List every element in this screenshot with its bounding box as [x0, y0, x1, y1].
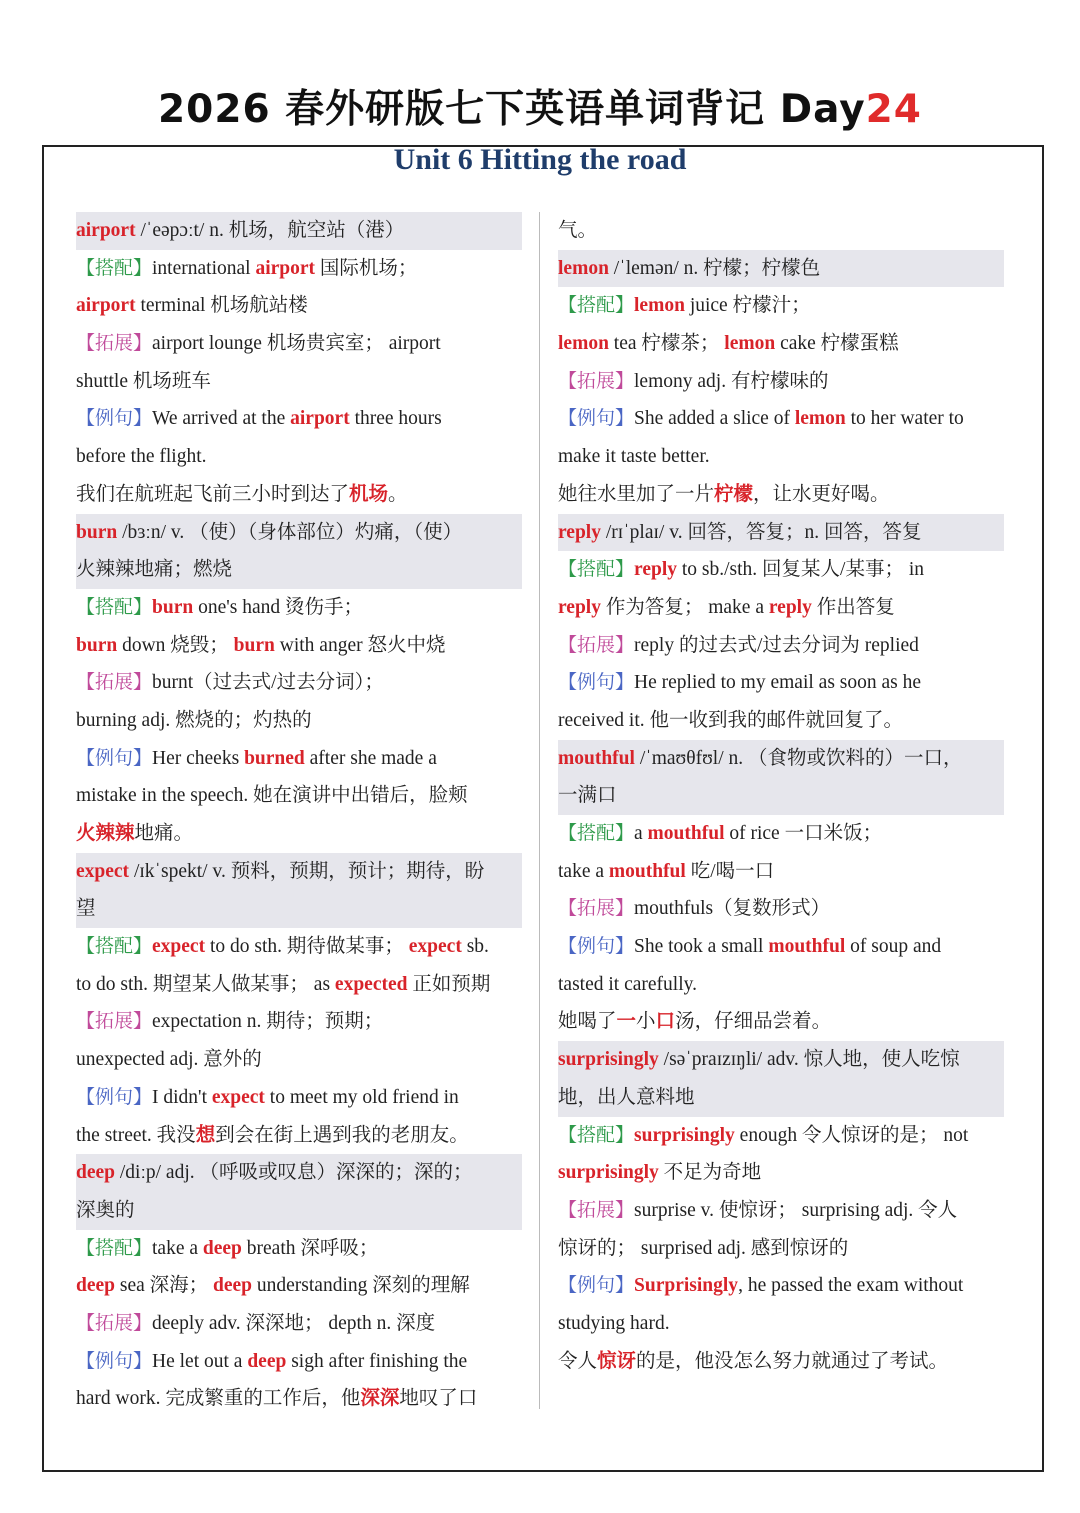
- keyword: reply: [558, 521, 601, 543]
- keyword: surprisingly: [634, 1124, 735, 1146]
- keyword: 惊讶: [597, 1350, 637, 1372]
- keyword: 一: [616, 1011, 637, 1033]
- text: He let out a: [152, 1350, 248, 1372]
- entry-line: [76, 363, 522, 401]
- text: international: [152, 257, 256, 279]
- entry-line: [76, 966, 522, 1004]
- entry-line: [76, 589, 522, 627]
- text: , he passed the exam without: [738, 1275, 964, 1297]
- text: 惊讶的； surprised adj. 感到惊讶的: [558, 1237, 849, 1259]
- keyword: expect: [152, 936, 206, 958]
- keyword: burn: [76, 634, 118, 656]
- entry-line: [558, 400, 1004, 438]
- keyword: 口: [655, 1011, 676, 1033]
- text: /səˈpraɪzɪŋli/ adv. 惊人地，使人吃惊: [658, 1049, 960, 1071]
- entry-line: [558, 928, 1004, 966]
- text: /diːp/ adj. （呼吸或叹息）深深的；深的；: [115, 1162, 473, 1184]
- entry-line: [558, 1305, 1004, 1343]
- text: 。: [388, 483, 408, 505]
- entry-line: [76, 287, 522, 325]
- text: to do sth. 期待做某事；: [205, 936, 409, 958]
- keyword: deep: [76, 1275, 115, 1297]
- text: 她往水里加了一片: [558, 483, 715, 505]
- text: /ˈlemən/ n. 柠檬；柠檬色: [608, 257, 821, 279]
- text: down 烧毁；: [117, 634, 234, 656]
- text: before the flight.: [76, 446, 207, 468]
- entry-line: [558, 212, 1004, 250]
- entry-line: [558, 551, 1004, 589]
- entry-line: [558, 702, 1004, 740]
- entry-headword-line: [76, 551, 522, 589]
- day-number: 24: [865, 87, 922, 132]
- entry-line: [76, 1230, 522, 1268]
- text: 作为答复； make a: [600, 596, 769, 618]
- keyword: deep: [202, 1237, 242, 1259]
- text: tasted it carefully.: [558, 973, 697, 995]
- entry-line: [76, 664, 522, 702]
- keyword: 柠檬: [714, 483, 754, 505]
- keyword: lemon: [558, 257, 609, 279]
- text: /ˈmaʊθfʊl/ n. （食物或饮料的）一口，: [634, 747, 963, 769]
- entry-line: [76, 1267, 522, 1305]
- text: /bɜːn/ v. （使）（身体部位）灼痛，（使）: [117, 521, 463, 543]
- keyword: lemon: [634, 295, 685, 317]
- keyword: expect: [408, 936, 462, 958]
- keyword: expect: [76, 860, 130, 882]
- entry-line: [76, 438, 522, 476]
- text: 望: [76, 898, 96, 920]
- entry-line: [558, 287, 1004, 325]
- text: 深奥的: [76, 1199, 135, 1221]
- text: of rice 一口米饭；: [724, 823, 883, 844]
- entry-headword-line: [76, 853, 522, 891]
- keyword: burn: [152, 596, 194, 618]
- text: make it taste better.: [558, 446, 710, 468]
- keyword: reply: [558, 596, 601, 618]
- text: 一满口: [558, 785, 617, 807]
- text: one's hand 烫伤手；: [193, 596, 364, 618]
- keyword: deep: [76, 1162, 115, 1184]
- entry-line: [558, 664, 1004, 702]
- entry-headword-line: [76, 1192, 522, 1230]
- entry-line: [76, 1117, 522, 1155]
- text: to her water to: [845, 408, 964, 430]
- keyword: mouthful: [647, 823, 725, 844]
- text: breath 深呼吸；: [241, 1237, 379, 1259]
- text: airport lounge 机场贵宾室； airport: [152, 333, 441, 355]
- text: three hours: [349, 408, 442, 430]
- keyword: reply: [768, 596, 812, 618]
- text: 小: [636, 1011, 656, 1033]
- text: 气。: [558, 220, 598, 241]
- entry-headword-line: [558, 777, 1004, 815]
- text: /ˈeəpɔːt/ n. 机场，航空站（港）: [135, 220, 405, 241]
- entry-line: [76, 1343, 522, 1381]
- text: unexpected adj. 意外的: [76, 1049, 262, 1071]
- keyword: expect: [211, 1086, 265, 1108]
- page-title: [0, 78, 1080, 134]
- example-tag: 【例句】: [76, 407, 153, 430]
- example-tag: 【例句】: [558, 935, 635, 958]
- entry-line: [76, 400, 522, 438]
- keyword: mouthful: [608, 860, 686, 882]
- keyword: burned: [244, 747, 305, 769]
- entry-line: [558, 1117, 1004, 1155]
- keyword: 机场: [349, 483, 389, 505]
- column-divider: [539, 212, 540, 1409]
- page-title-main: 2026 春外研版七下英语单词背记 Day: [158, 87, 866, 132]
- entry-line: [558, 627, 1004, 665]
- text: 到会在街上遇到我的老朋友。: [215, 1124, 469, 1146]
- example-tag: 【例句】: [558, 407, 635, 430]
- keyword: surprisingly: [558, 1049, 659, 1071]
- collocation-tag: 【搭配】: [558, 822, 635, 844]
- text: burning adj. 燃烧的；灼热的: [76, 709, 312, 731]
- keyword: airport: [255, 257, 316, 279]
- text: 令人: [558, 1350, 598, 1372]
- text: reply 的过去式/过去分词为 replied: [634, 634, 919, 656]
- keyword: airport: [76, 295, 136, 317]
- keyword: lemon: [558, 333, 609, 355]
- collocation-tag: 【搭配】: [558, 558, 635, 581]
- extension-tag: 【拓展】: [76, 1311, 153, 1334]
- entry-headword-line: [558, 250, 1004, 288]
- entry-line: [558, 438, 1004, 476]
- entry-line: [558, 815, 1004, 853]
- text: a: [634, 823, 648, 844]
- example-tag: 【例句】: [76, 746, 153, 769]
- text: sb.: [461, 936, 489, 958]
- text: shuttle 机场班车: [76, 370, 211, 392]
- keyword: airport: [290, 408, 350, 430]
- text: take a: [152, 1237, 203, 1259]
- keyword: deep: [213, 1275, 253, 1297]
- keyword: deep: [247, 1350, 287, 1372]
- text: She took a small: [634, 936, 769, 958]
- keyword: burn: [233, 634, 275, 656]
- text: expectation n. 期待；预期；: [152, 1011, 384, 1033]
- collocation-tag: 【搭配】: [76, 1236, 153, 1259]
- entry-line: [76, 815, 522, 853]
- entry-headword-line: [76, 514, 522, 552]
- text: I didn't: [152, 1086, 212, 1108]
- text: 不足为奇地: [658, 1162, 762, 1184]
- text: 的是，他没怎么努力就通过了考试。: [636, 1350, 949, 1372]
- text: 吃/喝一口: [685, 860, 775, 882]
- text: deeply adv. 深深地； depth n. 深度: [152, 1312, 436, 1334]
- extension-tag: 【拓展】: [558, 897, 635, 920]
- extension-tag: 【拓展】: [558, 633, 635, 656]
- entry-line: [558, 363, 1004, 401]
- text: 火辣辣地痛；燃烧: [76, 559, 233, 581]
- text: /rɪˈplaɪ/ v. 回答，答复；n. 回答，答复: [600, 521, 922, 543]
- collocation-tag: 【搭配】: [558, 1123, 635, 1146]
- entry-line: [558, 1003, 1004, 1041]
- text: to meet my old friend in: [264, 1086, 459, 1108]
- keyword: expected: [334, 973, 408, 995]
- text: 地，出人意料地: [558, 1086, 695, 1108]
- entry-line: [76, 325, 522, 363]
- entry-headword-line: [76, 1154, 522, 1192]
- right-column: [558, 212, 1004, 1380]
- text: take a: [558, 860, 609, 882]
- text: with anger 怒火中烧: [274, 634, 446, 656]
- text: ，让水更好喝。: [753, 483, 890, 505]
- text: enough 令人惊讶的是； not: [734, 1124, 969, 1146]
- entry-line: [76, 250, 522, 288]
- text: 汤，仔细品尝着。: [675, 1011, 832, 1033]
- entry-line: [558, 325, 1004, 363]
- entry-line: [76, 928, 522, 966]
- text: mouthfuls（复数形式）: [634, 898, 831, 920]
- text: 地叹了口: [399, 1388, 478, 1410]
- text: juice 柠檬汁；: [684, 295, 811, 317]
- entry-line: [558, 890, 1004, 928]
- entry-line: [76, 476, 522, 514]
- example-tag: 【例句】: [558, 1274, 635, 1297]
- text: to do sth. 期望某人做某事； as: [76, 973, 335, 995]
- collocation-tag: 【搭配】: [76, 595, 153, 618]
- entry-line: [76, 1380, 522, 1418]
- entry-line: [558, 1230, 1004, 1268]
- text: /ɪkˈspekt/ v. 预料，预期，预计；期待，盼: [129, 860, 485, 882]
- collocation-tag: 【搭配】: [76, 935, 153, 958]
- text: burnt（过去式/过去分词）；: [152, 672, 384, 694]
- text: received it. 他一收到我的邮件就回复了。: [558, 709, 903, 731]
- text: studying hard.: [558, 1312, 670, 1334]
- entry-headword-line: [558, 1041, 1004, 1079]
- text: terminal 机场航站楼: [135, 295, 308, 317]
- text: sigh after finishing the: [286, 1350, 468, 1372]
- collocation-tag: 【搭配】: [558, 294, 635, 317]
- entry-line: [76, 702, 522, 740]
- text: after she made a: [304, 747, 437, 769]
- text: tea 柠檬茶；: [608, 333, 725, 355]
- collocation-tag: 【搭配】: [76, 256, 153, 279]
- text: to sb./sth. 回复某人/某事； in: [677, 559, 925, 581]
- extension-tag: 【拓展】: [558, 369, 635, 392]
- unit-title: Unit 6 Hitting the road: [393, 143, 687, 176]
- entry-line: [558, 1267, 1004, 1305]
- entry-line: [76, 1041, 522, 1079]
- text: 作出答复: [811, 596, 895, 618]
- text: lemony adj. 有柠檬味的: [634, 370, 829, 392]
- keyword: burn: [76, 521, 118, 543]
- entry-headword-line: [76, 212, 522, 250]
- extension-tag: 【拓展】: [76, 671, 153, 694]
- keyword: airport: [76, 220, 136, 241]
- example-tag: 【例句】: [76, 1349, 153, 1372]
- keyword: 想: [195, 1124, 216, 1146]
- entry-line: [76, 777, 522, 815]
- text: 正如预期: [407, 973, 491, 995]
- text: She added a slice of: [634, 408, 795, 430]
- entry-line: [76, 1305, 522, 1343]
- text: 国际机场；: [315, 257, 418, 279]
- entry-headword-line: [558, 740, 1004, 778]
- entry-headword-line: [558, 514, 1004, 552]
- keyword: mouthful: [558, 747, 635, 769]
- example-tag: 【例句】: [558, 671, 635, 694]
- text: He replied to my email as soon as he: [634, 672, 922, 694]
- keyword: reply: [634, 559, 677, 581]
- text: sea 深海；: [115, 1275, 214, 1297]
- entry-headword-line: [76, 890, 522, 928]
- text: Her cheeks: [152, 747, 245, 769]
- entry-line: [76, 1003, 522, 1041]
- extension-tag: 【拓展】: [76, 332, 153, 355]
- text: of soup and: [845, 936, 942, 958]
- keyword: 火辣辣: [76, 823, 135, 844]
- entry-line: [76, 627, 522, 665]
- example-tag: 【例句】: [76, 1085, 153, 1108]
- text: mistake in the speech. 她在演讲中出错后，脸颊: [76, 785, 468, 807]
- keyword: lemon: [724, 333, 776, 355]
- keyword: Surprisingly: [634, 1275, 739, 1297]
- keyword: surprisingly: [558, 1162, 659, 1184]
- text: 我们在航班起飞前三小时到达了: [76, 483, 350, 505]
- text: 地痛。: [134, 823, 194, 844]
- entry-line: [558, 1343, 1004, 1381]
- text: surprise v. 使惊讶； surprising adj. 令人: [634, 1199, 958, 1221]
- entry-line: [558, 589, 1004, 627]
- entry-line: [76, 1079, 522, 1117]
- keyword: mouthful: [768, 936, 846, 958]
- entry-line: [558, 1154, 1004, 1192]
- entry-line: [558, 1192, 1004, 1230]
- text: hard work. 完成繁重的工作后，他: [76, 1388, 361, 1410]
- extension-tag: 【拓展】: [76, 1010, 153, 1033]
- text: 她喝了: [558, 1011, 617, 1033]
- keyword: lemon: [794, 408, 846, 430]
- left-column: [76, 212, 522, 1418]
- keyword: 深深: [360, 1388, 400, 1410]
- extension-tag: 【拓展】: [558, 1198, 635, 1221]
- text: understanding 深刻的理解: [252, 1275, 470, 1297]
- entry-line: [558, 853, 1004, 891]
- text: We arrived at the: [152, 408, 291, 430]
- entry-line: [558, 476, 1004, 514]
- entry-line: [558, 966, 1004, 1004]
- entry-headword-line: [558, 1079, 1004, 1117]
- text: the street. 我没: [76, 1124, 196, 1146]
- entry-line: [76, 740, 522, 778]
- text: cake 柠檬蛋糕: [775, 333, 899, 355]
